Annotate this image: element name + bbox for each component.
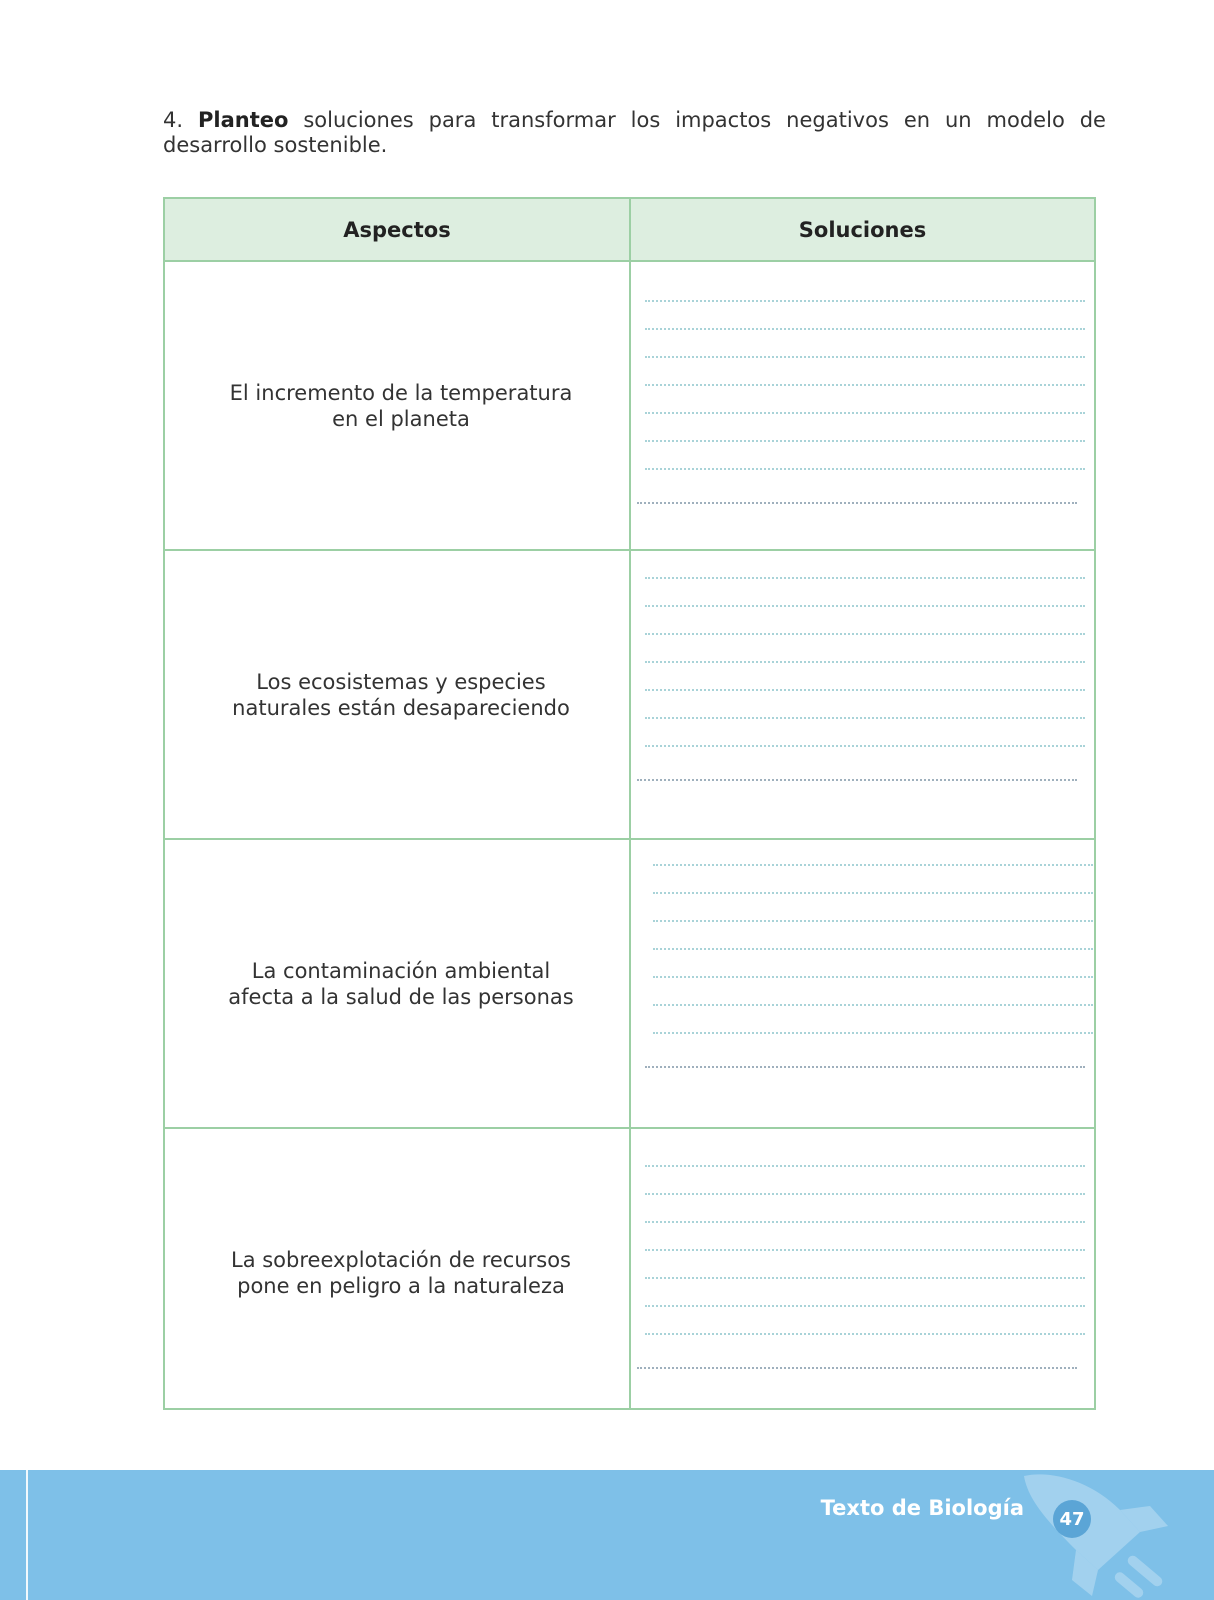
writing-line: [645, 328, 1085, 330]
writing-line: [645, 717, 1085, 719]
writing-line: [645, 1333, 1085, 1335]
writing-line: [645, 633, 1085, 635]
writing-line: [645, 356, 1085, 358]
writing-line: [645, 1066, 1085, 1068]
header-aspects: Aspectos: [343, 217, 451, 242]
aspect-text: La sobreexplotación de recursos pone en peligro a la naturaleza: [231, 1247, 571, 1298]
table-row: [165, 1129, 1094, 1416]
writing-line: [645, 661, 1085, 663]
writing-line: [645, 300, 1085, 302]
writing-line: [637, 1367, 1077, 1369]
writing-line: [645, 1277, 1085, 1279]
page-number-badge: 47: [1053, 1500, 1091, 1538]
aspect-text: El incremento de la temperatura en el planeta: [229, 380, 573, 431]
table-row: [165, 262, 1094, 549]
solution-writing-area[interactable]: [631, 262, 1094, 549]
writing-line: [645, 1193, 1085, 1195]
footer-band: [0, 1470, 1214, 1600]
activity-number: 4.: [163, 108, 184, 132]
aspect-text: La contaminación ambiental afecta a la salud de las personas: [228, 958, 574, 1009]
aspect-cell: [165, 840, 629, 1127]
aspect-cell: [165, 551, 629, 838]
book-title: Texto de Biología: [820, 1496, 1024, 1520]
writing-line: [653, 948, 1093, 950]
writing-line: [645, 1165, 1085, 1167]
writing-line: [645, 1221, 1085, 1223]
writing-line: [653, 1032, 1093, 1034]
writing-line: [645, 745, 1085, 747]
writing-line: [645, 577, 1085, 579]
header-solutions: Soluciones: [798, 217, 927, 242]
solution-writing-area[interactable]: [631, 1129, 1094, 1416]
aspect-cell: [165, 262, 629, 549]
rocket-icon: [1020, 1470, 1214, 1600]
solutions-table: [163, 197, 1096, 1410]
writing-line: [653, 1004, 1093, 1006]
activity-text: soluciones para transformar los impactos negativos en un modelo de desarrollo sostenible.: [163, 108, 1106, 157]
table-row: [165, 551, 1094, 838]
writing-line: [653, 892, 1093, 894]
solution-writing-area[interactable]: [631, 551, 1094, 838]
writing-line: [653, 864, 1093, 866]
writing-line: [645, 1249, 1085, 1251]
aspect-cell: [165, 1129, 629, 1416]
activity-keyword: Planteo: [197, 108, 289, 132]
writing-line: [645, 605, 1085, 607]
writing-line: [645, 689, 1085, 691]
writing-line: [645, 1305, 1085, 1307]
writing-line: [645, 412, 1085, 414]
writing-line: [645, 384, 1085, 386]
writing-line: [645, 440, 1085, 442]
writing-line: [645, 468, 1085, 470]
writing-line: [653, 976, 1093, 978]
table-row: [165, 840, 1094, 1127]
aspect-text: Los ecosistemas y especies naturales están desapareciendo: [232, 669, 570, 720]
writing-line: [637, 779, 1077, 781]
solution-writing-area[interactable]: [631, 840, 1094, 1127]
footer-edge-line: [26, 1470, 28, 1600]
writing-line: [653, 920, 1093, 922]
writing-line: [637, 502, 1077, 504]
activity-instruction: [163, 108, 1106, 158]
